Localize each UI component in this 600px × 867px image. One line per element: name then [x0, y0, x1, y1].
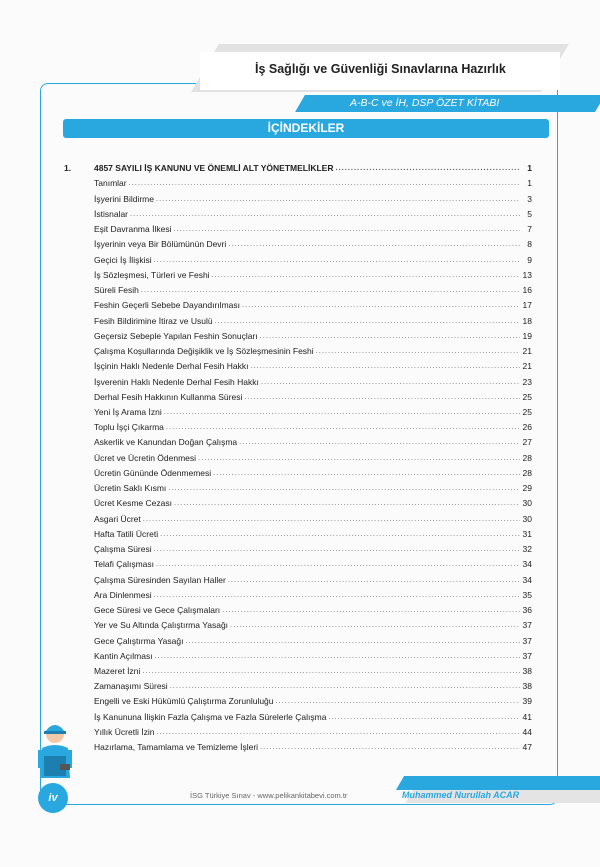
toc-entry-row[interactable]	[64, 661, 532, 676]
toc-entry-row[interactable]	[64, 173, 532, 188]
leader-dots	[174, 498, 520, 508]
toc-entry-label: Geçersiz Sebeple Yapılan Feshin Sonuçları	[94, 330, 258, 341]
toc-entry-row[interactable]	[64, 204, 532, 219]
toc-entry-page: 32	[522, 544, 532, 555]
leader-dots	[213, 468, 520, 478]
toc-entry-label: İş Sözleşmesi, Türleri ve Feshi	[94, 269, 210, 280]
toc-entry-row[interactable]	[64, 691, 532, 706]
leader-dots	[242, 300, 520, 310]
toc-entry-row[interactable]	[64, 646, 532, 661]
toc-entry-page: 23	[522, 376, 532, 387]
leader-dots	[173, 224, 520, 234]
leader-dots	[185, 636, 520, 646]
toc-entry-row[interactable]	[64, 387, 532, 402]
toc-entry-label: Yer ve Su Altında Çalıştırma Yasağı	[94, 620, 229, 631]
toc-entry-row[interactable]	[64, 478, 532, 493]
leader-dots	[335, 163, 520, 173]
chapter-page: 1	[527, 163, 532, 174]
leader-dots	[228, 575, 520, 585]
toc-chapter-row[interactable]	[64, 158, 532, 173]
toc-entry-row[interactable]	[64, 295, 532, 310]
toc-entry-page: 25	[522, 391, 532, 402]
toc-entry-page: 30	[522, 513, 532, 524]
toc-entry-page: 34	[522, 574, 532, 585]
toc-entry-row[interactable]	[64, 326, 532, 341]
toc-entry-page: 21	[522, 361, 532, 372]
toc-entry-row[interactable]	[64, 585, 532, 600]
author-name: Muhammed Nurullah ACAR	[402, 790, 520, 800]
toc-entry-row[interactable]	[64, 188, 532, 203]
leader-dots	[130, 209, 520, 219]
leader-dots	[328, 712, 520, 722]
toc-entry-row[interactable]	[64, 265, 532, 280]
leader-dots	[156, 194, 520, 204]
toc-entry-page: 28	[522, 467, 532, 478]
footer-website[interactable]: İSG Türkiye Sınav - www.pelikankitabevi.com.tr	[190, 791, 348, 800]
leader-dots	[215, 316, 520, 326]
toc-entry-page: 19	[522, 330, 532, 341]
toc-entry-row[interactable]	[64, 219, 532, 234]
toc-entry-label: Tanımlar	[94, 178, 127, 189]
leader-dots	[156, 727, 520, 737]
toc-entries	[64, 173, 532, 752]
toc-entry-row[interactable]	[64, 417, 532, 432]
chapter-number: 1.	[64, 163, 72, 174]
toc-entry-page: 16	[522, 285, 532, 296]
toc-entry-row[interactable]	[64, 722, 532, 737]
leader-dots	[198, 453, 520, 463]
leader-dots	[222, 605, 520, 615]
leader-dots	[212, 270, 520, 280]
leader-dots	[155, 651, 520, 661]
toc-entry-label: Gece Süresi ve Gece Çalışmaları	[94, 605, 221, 616]
toc-entry-label: Hazırlama, Tamamlama ve Temizleme İşleri	[94, 742, 259, 753]
leader-dots	[154, 544, 520, 554]
toc-entry-page: 38	[522, 681, 532, 692]
toc-entry-label: Askerlik ve Kanundan Doğan Çalışma	[94, 437, 238, 448]
leader-dots	[142, 666, 520, 676]
book-subtitle: A-B-C ve İH, DSP ÖZET KİTABI	[350, 97, 500, 109]
leader-dots	[129, 178, 520, 188]
toc-entry-label: Ücret ve Ücretin Ödenmesi	[94, 452, 197, 463]
toc-entry-row[interactable]	[64, 341, 532, 356]
toc-entry-row[interactable]	[64, 508, 532, 523]
toc-entry-page: 39	[522, 696, 532, 707]
toc-entry-label: Çalışma Koşullarında Değişiklik ve İş Sözleşmesinin Feshi	[94, 346, 314, 357]
toc-entry-label: Mazeret İzni	[94, 665, 141, 676]
leader-dots	[170, 681, 520, 691]
toc-entry-page: 8	[527, 239, 532, 250]
toc-entry-label: Çalışma Süresi	[94, 544, 152, 555]
toc-entry-row[interactable]	[64, 615, 532, 630]
toc-entry-row[interactable]	[64, 569, 532, 584]
leader-dots	[154, 590, 520, 600]
toc-entry-label: Geçici İş İlişkisi	[94, 254, 152, 265]
toc-entry-label: Yıllık Ücretli İzin	[94, 726, 155, 737]
toc-entry-row[interactable]	[64, 432, 532, 447]
toc-entry-label: Hafta Tatili Ücreti	[94, 528, 159, 539]
toc-entry-label: İşçinin Haklı Nedenle Derhal Fesih Hakkı	[94, 361, 249, 372]
leader-dots	[244, 392, 520, 402]
toc-entry-row[interactable]	[64, 539, 532, 554]
toc-entry-page: 25	[522, 406, 532, 417]
toc-entry-label: Gece Çalıştırma Yasağı	[94, 635, 184, 646]
table-of-contents	[64, 158, 532, 752]
footer-blue-band	[396, 776, 600, 790]
toc-entry-row[interactable]	[64, 676, 532, 691]
toc-entry-label: Telafi Çalışması	[94, 559, 154, 570]
leader-dots	[141, 285, 520, 295]
toc-entry-label: Çalışma Süresinden Sayılan Haller	[94, 574, 226, 585]
leader-dots	[164, 407, 520, 417]
toc-entry-page: 37	[522, 650, 532, 661]
toc-entry-label: Zamanaşımı Süresi	[94, 681, 168, 692]
toc-entry-row[interactable]	[64, 310, 532, 325]
toc-entry-label: İstisnalar	[94, 208, 129, 219]
toc-entry-label: İşyerinin veya Bir Bölümünün Devri	[94, 239, 227, 250]
toc-entry-page: 13	[522, 269, 532, 280]
toc-entry-page: 38	[522, 665, 532, 676]
toc-entry-page: 26	[522, 422, 532, 433]
leader-dots	[143, 514, 520, 524]
toc-entry-page: 3	[527, 193, 532, 204]
toc-entry-row[interactable]	[64, 524, 532, 539]
toc-entry-label: Asgari Ücret	[94, 513, 141, 524]
toc-entry-page: 47	[522, 742, 532, 753]
toc-entry-label: Yeni İş Arama İzni	[94, 406, 162, 417]
toc-entry-page: 18	[522, 315, 532, 326]
toc-entry-label: Kantin Açılması	[94, 650, 153, 661]
toc-entry-page: 29	[522, 483, 532, 494]
leader-dots	[316, 346, 520, 356]
chapter-title: 4857 SAYILI İŞ KANUNU VE ÖNEMLİ ALT YÖNETMELİKLER	[94, 163, 334, 174]
toc-entry-row[interactable]	[64, 249, 532, 264]
toc-heading: İÇİNDEKİLER	[267, 121, 345, 135]
toc-entry-row[interactable]	[64, 447, 532, 462]
toc-entry-page: 35	[522, 589, 532, 600]
leader-dots	[261, 377, 520, 387]
leader-dots	[239, 437, 520, 447]
book-title: İş Sağlığı ve Güvenliği Sınavlarına Hazırlık	[255, 62, 506, 76]
toc-entry-page: 44	[522, 726, 532, 737]
toc-entry-row[interactable]	[64, 554, 532, 569]
leader-dots	[260, 331, 520, 341]
page-number-badge: iv	[38, 783, 68, 813]
toc-entry-label: İşyerini Bildirme	[94, 193, 154, 204]
toc-entry-label: Toplu İşçi Çıkarma	[94, 422, 164, 433]
leader-dots	[156, 559, 520, 569]
leader-dots	[276, 696, 520, 706]
toc-entry-label: Ücretin Gününde Ödenmemesi	[94, 467, 212, 478]
leader-dots	[154, 255, 520, 265]
toc-entry-page: 36	[522, 605, 532, 616]
toc-entry-label: Fesih Bildirimine İtiraz ve Usulü	[94, 315, 213, 326]
leader-dots	[230, 620, 520, 630]
toc-entry-row[interactable]	[64, 463, 532, 478]
toc-entry-label: Ücret Kesme Cezası	[94, 498, 172, 509]
toc-entry-label: İşverenin Haklı Nedenle Derhal Fesih Hakkı	[94, 376, 259, 387]
toc-entry-page: 37	[522, 635, 532, 646]
toc-entry-row[interactable]	[64, 630, 532, 645]
toc-entry-page: 21	[522, 346, 532, 357]
toc-entry-label: Süreli Fesih	[94, 285, 139, 296]
toc-entry-row[interactable]	[64, 706, 532, 721]
leader-dots	[168, 483, 520, 493]
toc-entry-page: 27	[522, 437, 532, 448]
toc-entry-label: Eşit Davranma İlkesi	[94, 224, 172, 235]
leader-dots	[260, 742, 520, 752]
toc-entry-row[interactable]	[64, 371, 532, 386]
toc-entry-row[interactable]	[64, 280, 532, 295]
toc-entry-page: 1	[527, 178, 532, 189]
worker-mascot-icon	[30, 708, 80, 788]
toc-entry-row[interactable]	[64, 356, 532, 371]
toc-entry-row[interactable]	[64, 737, 532, 752]
toc-entry-row[interactable]	[64, 600, 532, 615]
toc-entry-page: 17	[522, 300, 532, 311]
leader-dots	[228, 239, 520, 249]
toc-entry-row[interactable]	[64, 493, 532, 508]
toc-entry-label: İş Kanununa İlişkin Fazla Çalışma ve Fazla Sürelerle Çalışma	[94, 711, 327, 722]
toc-entry-label: Feshin Geçerli Sebebe Dayandırılması	[94, 300, 240, 311]
toc-entry-label: Derhal Fesih Hakkının Kullanma Süresi	[94, 391, 243, 402]
toc-entry-page: 9	[527, 254, 532, 265]
leader-dots	[250, 361, 520, 371]
toc-entry-page: 28	[522, 452, 532, 463]
toc-entry-row[interactable]	[64, 402, 532, 417]
toc-entry-page: 37	[522, 620, 532, 631]
toc-entry-label: Engelli ve Eski Hükümlü Çalıştırma Zorunluluğu	[94, 696, 274, 707]
leader-dots	[166, 422, 520, 432]
toc-entry-page: 7	[527, 224, 532, 235]
toc-entry-label: Ücretin Saklı Kısmı	[94, 483, 167, 494]
toc-entry-row[interactable]	[64, 234, 532, 249]
toc-entry-page: 5	[527, 208, 532, 219]
toc-entry-page: 41	[522, 711, 532, 722]
toc-entry-page: 31	[522, 528, 532, 539]
toc-entry-page: 34	[522, 559, 532, 570]
toc-entry-label: Ara Dinlenmesi	[94, 589, 152, 600]
toc-entry-page: 30	[522, 498, 532, 509]
leader-dots	[160, 529, 520, 539]
